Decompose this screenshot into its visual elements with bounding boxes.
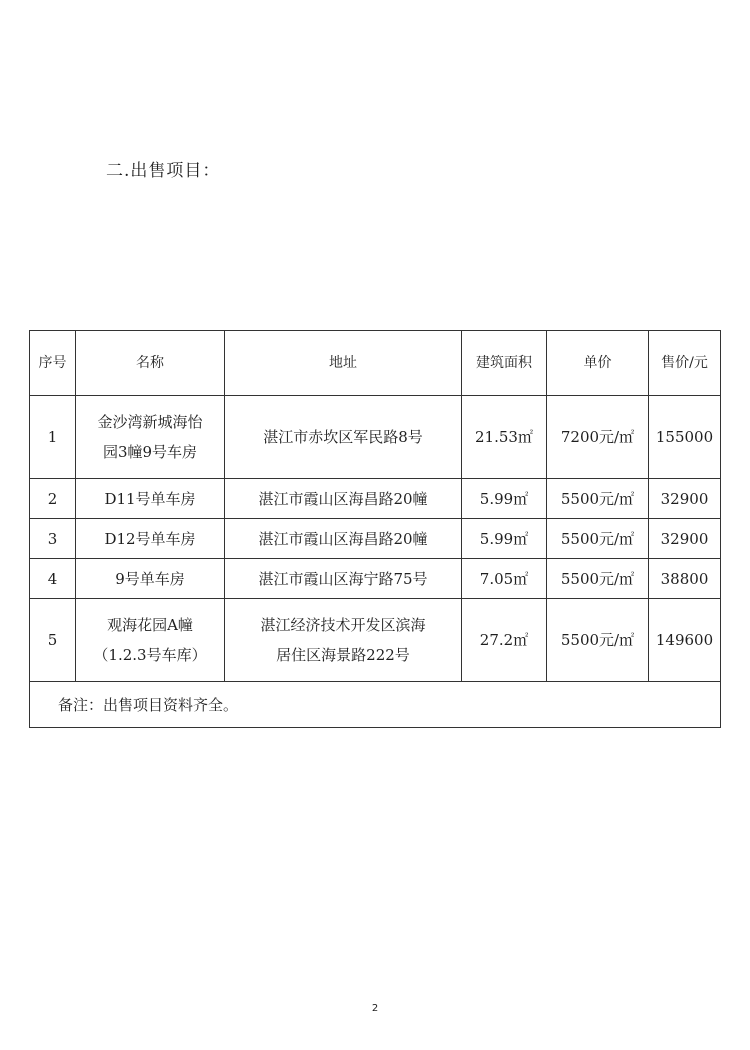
page-number: 2: [371, 1003, 379, 1014]
table-row: [30, 599, 721, 682]
cell-price: 149600: [649, 599, 721, 682]
cell-name: D12号单车房: [76, 519, 225, 559]
cell-name: D11号单车房: [76, 479, 225, 519]
cell-area: 7.05㎡: [462, 559, 547, 599]
header-price: 售价/元: [649, 331, 721, 396]
cell-name: [76, 396, 225, 479]
cell-area: 5.99㎡: [462, 519, 547, 559]
cell-area: 21.53㎡: [462, 396, 547, 479]
cell-address-line: 居住区海景路222号: [276, 646, 410, 664]
cell-no: 1: [30, 396, 76, 479]
table-note: 备注：出售项目资料齐全。: [30, 682, 721, 728]
cell-address: 湛江市霞山区海昌路20幢: [225, 479, 462, 519]
cell-price: 32900: [649, 519, 721, 559]
header-name: 名称: [76, 331, 225, 396]
cell-name: [76, 599, 225, 682]
cell-name-line: 金沙湾新城海怡: [97, 413, 203, 431]
cell-name-line: 园3幢9号车房: [102, 443, 198, 461]
cell-unit-price: 5500元/㎡: [547, 479, 649, 519]
table-note-row: [30, 682, 721, 728]
cell-address: 湛江市霞山区海昌路20幢: [225, 519, 462, 559]
cell-no: 4: [30, 559, 76, 599]
header-no: 序号: [30, 331, 76, 396]
cell-no: 3: [30, 519, 76, 559]
cell-price: 155000: [649, 396, 721, 479]
cell-name: 9号单车房: [76, 559, 225, 599]
table-row: [30, 559, 721, 599]
table-row: [30, 479, 721, 519]
cell-area: 5.99㎡: [462, 479, 547, 519]
table-header-row: [30, 331, 721, 396]
table-row: [30, 396, 721, 479]
header-unit-price: 单价: [547, 331, 649, 396]
cell-name-line: 观海花园A幢: [107, 616, 193, 634]
header-address: 地址: [225, 331, 462, 396]
cell-unit-price: 7200元/㎡: [547, 396, 649, 479]
cell-price: 32900: [649, 479, 721, 519]
cell-price: 38800: [649, 559, 721, 599]
cell-address-line: 湛江经济技术开发区滨海: [260, 616, 426, 634]
cell-unit-price: 5500元/㎡: [547, 559, 649, 599]
sale-items-table: [29, 330, 721, 728]
cell-unit-price: 5500元/㎡: [547, 599, 649, 682]
cell-area: 27.2㎡: [462, 599, 547, 682]
table-row: [30, 519, 721, 559]
cell-no: 5: [30, 599, 76, 682]
cell-address: [225, 599, 462, 682]
cell-unit-price: 5500元/㎡: [547, 519, 649, 559]
cell-no: 2: [30, 479, 76, 519]
cell-name-line: （1.2.3号车库）: [93, 646, 207, 664]
cell-address: 湛江市霞山区海宁路75号: [225, 559, 462, 599]
header-area: 建筑面积: [462, 331, 547, 396]
cell-address: 湛江市赤坎区军民路8号: [225, 396, 462, 479]
section-heading: 二.出售项目：: [106, 161, 221, 181]
